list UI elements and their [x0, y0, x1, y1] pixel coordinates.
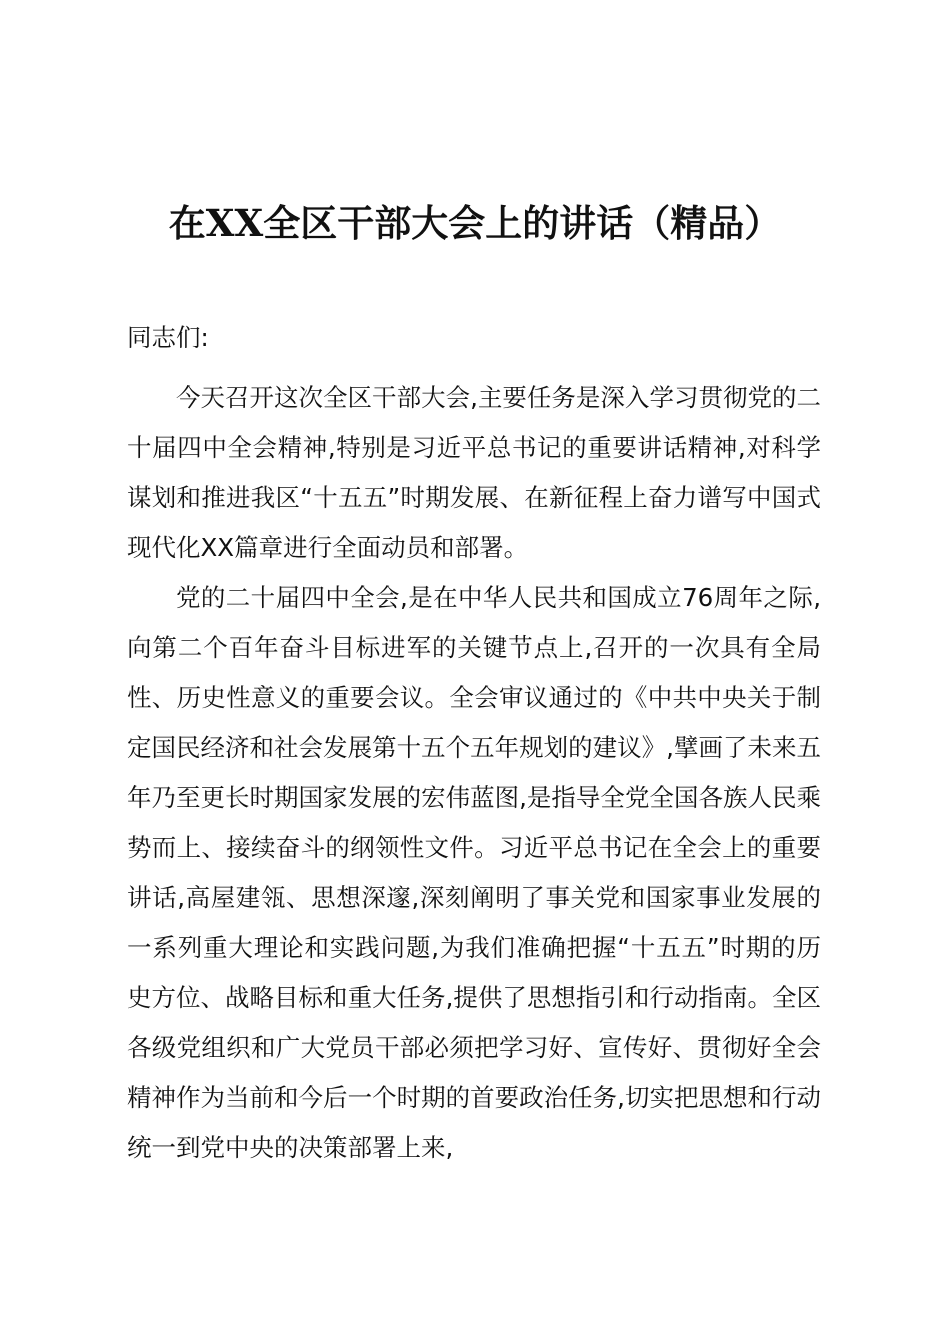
paragraph-1-text: 今天召开这次全区干部大会,主要任务是深入学习贯彻党的二十届四中全会精神,特别是习近平总书记的重要讲话精神,对科学谋划和推进我区“十五五”时期发展、在新征程上奋力谱写中国式现代化XX篇章进行全面动员和部署。 [127, 383, 821, 562]
paragraph-1 [127, 373, 821, 573]
paragraph-2 [127, 573, 821, 1173]
paragraph-2-text: 党的二十届四中全会,是在中华人民共和国成立76周年之际,向第二个百年奋斗目标进军的关键节点上,召开的一次具有全局性、历史性意义的重要会议。全会审议通过的《中共中央关于制定国民经济和社会发展第十五个五年规划的建议》,擘画了未来五年乃至更长时期国家发展的宏伟蓝图,是指导全党全国各族人民乘势而上、接续奋斗的纲领性文件。习近平总书记在全会上的重要讲话,高屋建瓴、思想深邃,深刻阐明了事关党和国家事业发展的一系列重大理论和实践问题,为我们准确把握“十五五”时期的历史方位、战略目标和重大任务,提供了思想指引和行动指南。全区各级党组织和广大党员干部必须把学习好、宣传好、贯彻好全会精神作为当前和今后一个时期的首要政治任务,切实把思想和行动统一到党中央的决策部署上来, [127, 583, 821, 1162]
salutation: 同志们: [127, 323, 209, 352]
document-title: 在XX全区干部大会上的讲话（精品） [168, 201, 782, 245]
